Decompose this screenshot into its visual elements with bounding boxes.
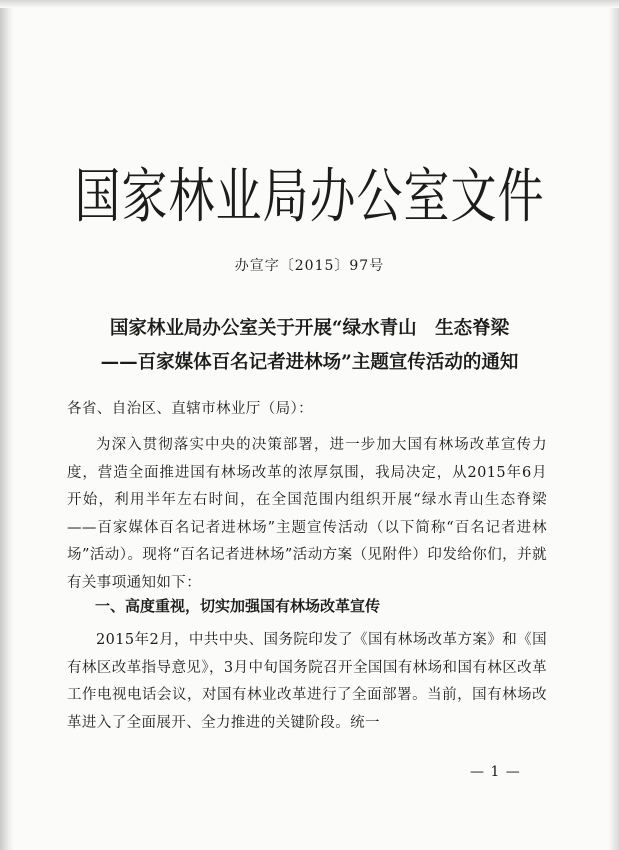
notice-title: [0, 312, 619, 380]
document-number: 办宣字〔2015〕97号: [234, 258, 385, 274]
notice-title-line2: ——百家媒体百名记者进林场”主题宣传活动的通知: [100, 352, 519, 373]
document-header-title: 国家林业局办公室文件: [74, 161, 545, 231]
addressee: 各省、自治区、直辖市林业厅（局）：: [67, 401, 314, 417]
paragraph-intro: 为深入贯彻落实中央的决策部署，进一步加大国有林场改革宣传力度，营造全面推进国有林场改革的浓厚氛围，我局决定，从2015年6月开始，利用半年左右时间，在全国范围内组织开展“绿水青山生态脊梁——百家媒体百名记者进林场”主题宣传活动（以下简称“百名记者进林场”活动）。现将“百名记者进林场”活动方案（见附件）印发给你们，并就有关事项通知如下：: [67, 437, 547, 591]
notice-title-line1: 国家林业局办公室关于开展“绿水青山 生态脊梁: [109, 318, 510, 339]
section-heading-1: 一、高度重视，切实加强国有林场改革宣传: [95, 597, 381, 615]
scan-shadow-left: [0, 0, 14, 850]
page-number: — 1 —: [470, 764, 521, 780]
scan-shadow-top: [0, 0, 619, 8]
scan-shadow-right: [609, 0, 619, 850]
paragraph-section1: 2015年2月，中共中央、国务院印发了《国有林场改革方案》和《国有林区改革指导意见》，3月中旬国务院召开全国国有林场和国有林区改革工作电视电话会议，对国有林业改革进行了全面部署。当前，国有林场改革进入了全面展开、全力推进的关键阶段。统一: [67, 632, 547, 731]
